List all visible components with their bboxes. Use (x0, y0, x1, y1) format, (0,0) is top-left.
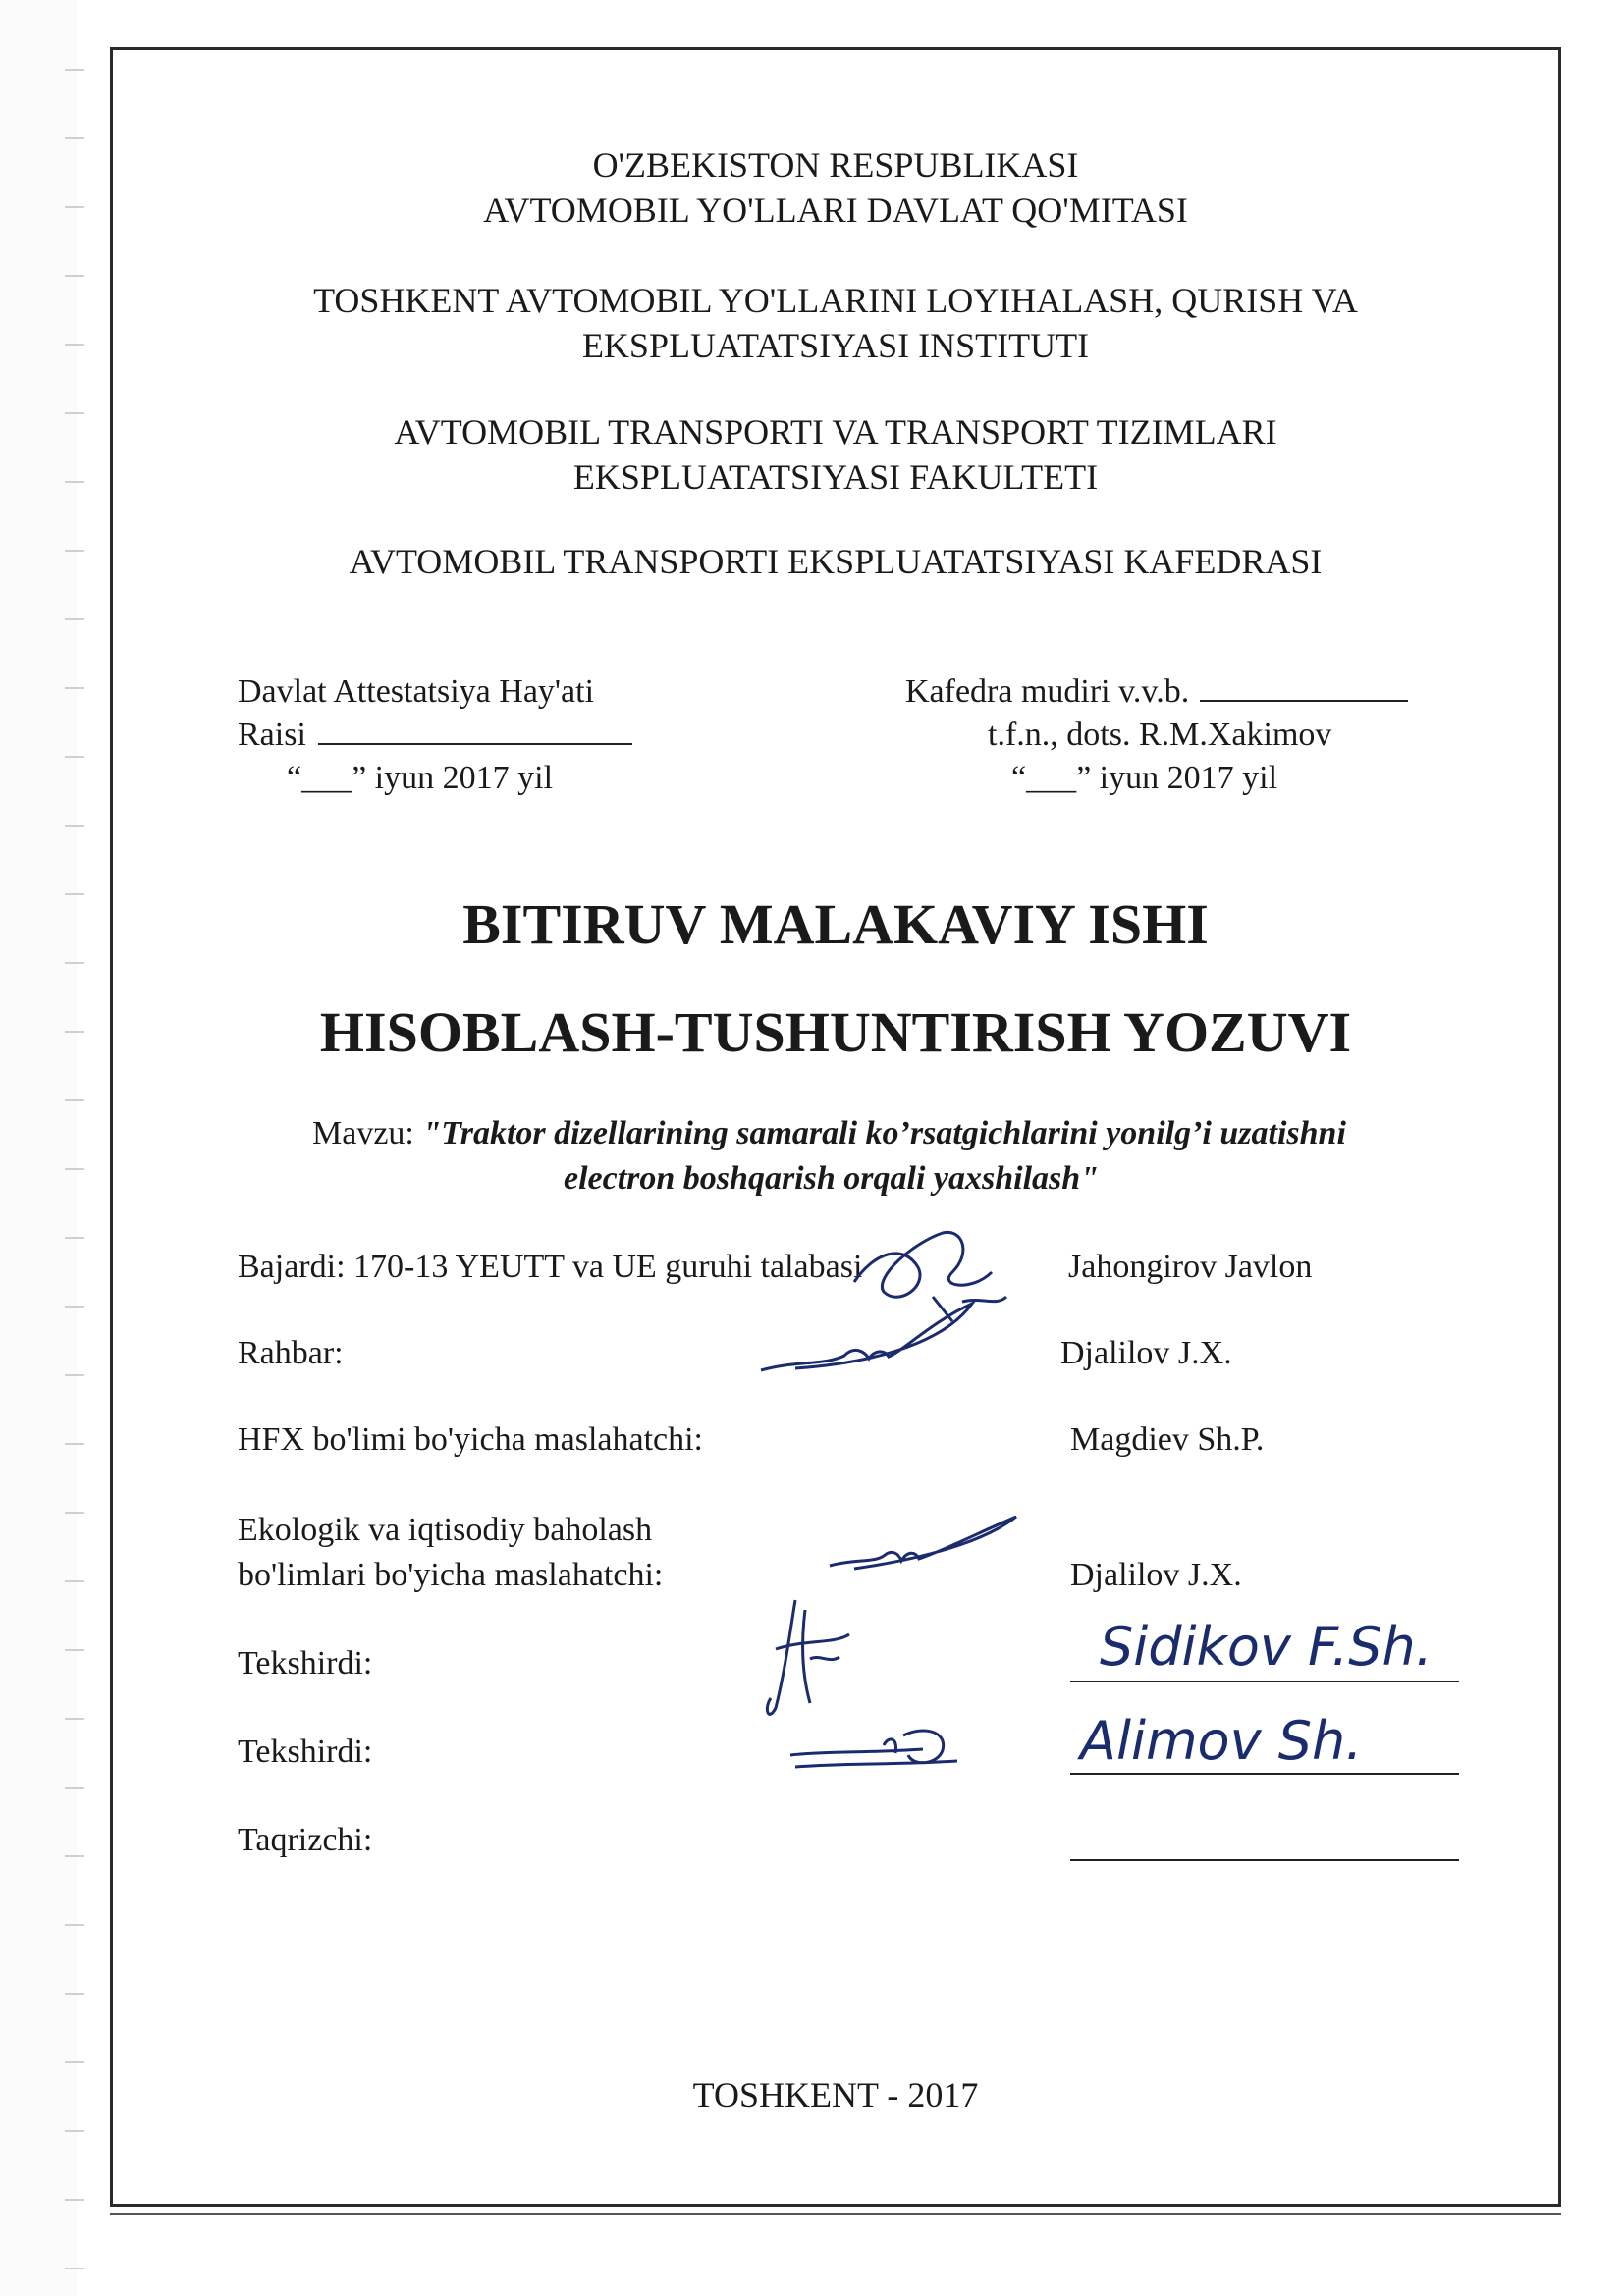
header-committee: AVTOMOBIL YO'LLARI DAVLAT QO'MITASI (483, 190, 1188, 230)
header-institute-line2: EKSPLUATATSIYASI INSTITUTI (581, 326, 1090, 365)
head-of-department-label: Kafedra mudiri v.v.b. (905, 673, 1408, 711)
hfx-consultant-name: Magdiev Sh.P. (1070, 1421, 1265, 1458)
checker1-line (1070, 1681, 1459, 1682)
header-faculty-line1: AVTOMOBIL TRANSPORTI VA TRANSPORT TIZIMLARI (394, 412, 1277, 452)
document-subtitle: HISOBLASH-TUSHUNTIRISH YOZUVI (319, 1000, 1352, 1064)
checker2-label: Tekshirdi: (238, 1734, 373, 1770)
reviewer-label: Taqrizchi: (238, 1822, 373, 1858)
head-of-department-name: t.f.n., dots. R.M.Xakimov (988, 717, 1332, 753)
topic-label: Mavzu: (312, 1115, 423, 1151)
eco-consultant-name: Djalilov J.X. (1070, 1557, 1242, 1593)
checker1-label: Tekshirdi: (238, 1645, 373, 1682)
performer-name: Jahongirov Javlon (1068, 1249, 1313, 1285)
header-institute-line1: TOSHKENT AVTOMOBIL YO'LLARINI LOYIHALASH, QURISH VA (313, 281, 1358, 320)
header-country: O'ZBEKISTON RESPUBLIKASI (592, 145, 1079, 185)
topic-text-line2: electron boshqarish orqali yaxshilash" (564, 1160, 1100, 1197)
checker2-line (1070, 1773, 1459, 1775)
eco-consultant-label-line1: Ekologik va iqtisodiy baholash (238, 1512, 653, 1548)
checker1-handwritten-name: Sidikov F.Sh. (1100, 1616, 1433, 1678)
topic-line1 (312, 1115, 1346, 1152)
hfx-consultant-label: HFX bo'limi bo'yicha maslahatchi: (238, 1421, 704, 1458)
eco-consultant-label-line2: bo'limlari bo'yicha maslahatchi: (238, 1557, 664, 1593)
checker1-signature (756, 1590, 864, 1728)
document-title: BITIRUV MALAKAVIY ISHI (462, 892, 1209, 956)
eco-consultant-signature (825, 1512, 1021, 1590)
header-department: AVTOMOBIL TRANSPORTI EKSPLUATATSIYASI KAFEDRASI (349, 542, 1323, 581)
commission-label: Davlat Attestatsiya Hay'ati (238, 673, 595, 710)
head-date: “___” iyun 2017 yil (1011, 760, 1278, 796)
supervisor-name: Djalilov J.X. (1060, 1335, 1232, 1371)
header-faculty-line2: EKSPLUATATSIYASI FAKULTETI (572, 457, 1099, 497)
commission-date: “___” iyun 2017 yil (287, 760, 554, 796)
supervisor-signature (756, 1292, 982, 1390)
head-signature-line (1200, 700, 1408, 702)
footer-city-year: TOSHKENT - 2017 (692, 2075, 979, 2114)
commission-chair-label: Raisi (238, 717, 632, 754)
topic-text-line1: "Traktor dizellarining samarali ko’rsatgichlarini yonilg’i uzatishni (422, 1115, 1346, 1151)
performer-label: Bajardi: 170-13 YEUTT va UE guruhi talabasi (238, 1249, 863, 1285)
checker2-signature (785, 1716, 972, 1785)
reviewer-signature-line (1070, 1859, 1459, 1861)
commission-chair-signature-line (318, 743, 632, 745)
supervisor-label: Rahbar: (238, 1335, 344, 1371)
checker2-handwritten-name: Alimov Sh. (1080, 1710, 1363, 1772)
page-border-bottom-line (110, 2213, 1561, 2215)
